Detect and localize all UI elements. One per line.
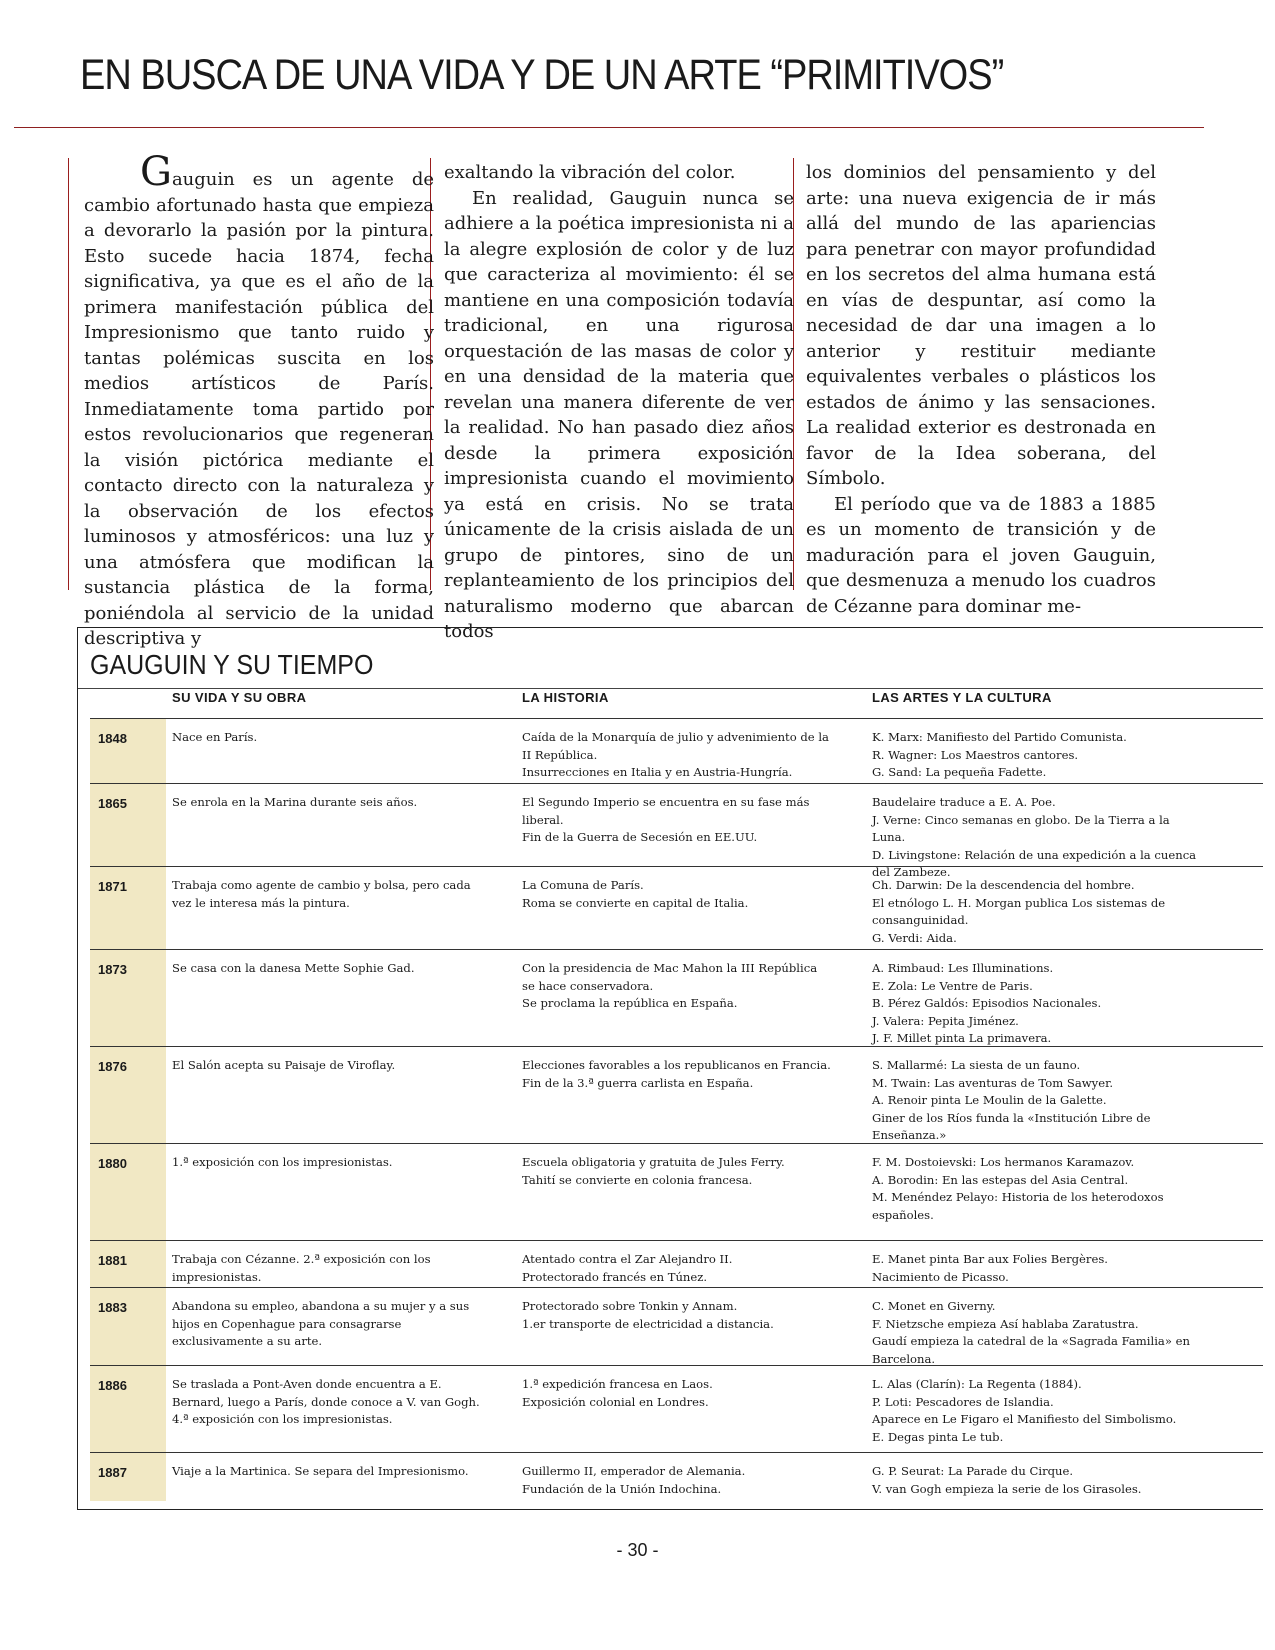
- cell-vida: [172, 877, 492, 912]
- header-artes: LAS ARTES Y LA CULTURA: [872, 690, 1052, 705]
- cell-line: El Salón acepta su Paisaje de Viroflay.: [172, 1058, 396, 1072]
- cell-line: S. Mallarmé: La siesta de un fauno.: [872, 1058, 1081, 1072]
- cell-line: F. M. Dostoievski: Los hermanos Karamazov.: [872, 1155, 1135, 1169]
- cell-line: M. Twain: Las aventuras de Tom Sawyer.: [872, 1075, 1114, 1090]
- cell-line: J. Verne: Cinco semanas en globo. De la Tierra a la Luna.: [872, 812, 1170, 844]
- cell-line: Escuela obligatoria y gratuita de Jules Ferry.: [522, 1155, 785, 1169]
- table-row: [90, 950, 1263, 1047]
- cell-line: Nace en París.: [172, 730, 258, 744]
- article-column-3: [806, 160, 1156, 619]
- row-year: 1883: [98, 1300, 127, 1315]
- cell-line: J. Valera: Pepita Jiménez.: [872, 1013, 1019, 1028]
- column-rule-1: [68, 158, 69, 590]
- cell-artes: [872, 1251, 1202, 1286]
- cell-line: J. F. Millet pinta La primavera.: [872, 1031, 1052, 1045]
- header-vida: SU VIDA Y SU OBRA: [172, 690, 307, 705]
- article-paragraph: exaltando la vibración del color.: [444, 162, 736, 183]
- row-year: 1865: [98, 796, 127, 811]
- cell-historia: [522, 794, 832, 847]
- header-historia: LA HISTORIA: [522, 690, 609, 705]
- cell-line: B. Pérez Galdós: Episodios Nacionales.: [872, 996, 1102, 1010]
- cell-artes: [872, 729, 1202, 782]
- row-year: 1881: [98, 1253, 127, 1268]
- cell-line: Giner de los Ríos funda la «Institución Libre de Enseñanza.»: [872, 1110, 1151, 1142]
- cell-line: Guillermo II, emperador de Alemania.: [522, 1464, 746, 1478]
- chronology-title: GAUGUIN Y SU TIEMPO: [90, 650, 374, 681]
- cell-line: Trabaja con Cézanne. 2.ª exposición con los impresionistas.: [172, 1252, 431, 1284]
- cell-line: Abandona su empleo, abandona a su mujer y a sus hijos en Copenhague para consagrarse exclusivamente a su arte.: [172, 1299, 470, 1348]
- cell-line: G. P. Seurat: La Parade du Cirque.: [872, 1464, 1074, 1478]
- cell-line: P. Loti: Pescadores de Islandia.: [872, 1394, 1054, 1409]
- table-row: [90, 1047, 1263, 1144]
- cell-line: Baudelaire traduce a E. A. Poe.: [872, 795, 1056, 809]
- cell-vida: [172, 1154, 492, 1172]
- cell-artes: [872, 960, 1202, 1048]
- chronology-rows: [90, 719, 1263, 1498]
- cell-line: Viaje a la Martinica. Se separa del Impresionismo.: [172, 1464, 469, 1478]
- row-year: 1876: [98, 1059, 127, 1074]
- cell-vida: [172, 1251, 492, 1286]
- cell-line: Trabaja como agente de cambio y bolsa, pero cada vez le interesa más la pintura.: [172, 878, 471, 910]
- chronology-table: [77, 627, 1263, 1510]
- cell-historia: [522, 1154, 832, 1189]
- cell-line: se hace conservadora.: [522, 978, 654, 993]
- cell-line: C. Monet en Giverny.: [872, 1299, 996, 1313]
- cell-line: Fundación de la Unión Indochina.: [522, 1481, 722, 1496]
- cell-historia: [522, 1251, 832, 1286]
- cell-line: Insurrecciones en Italia y en Austria-Hungría.: [522, 765, 793, 779]
- table-row: [90, 1288, 1263, 1366]
- cell-line: G. Sand: La pequeña Fadette.: [872, 765, 1047, 779]
- row-year: 1848: [98, 731, 127, 746]
- cell-artes: [872, 1057, 1202, 1145]
- cell-line: K. Marx: Manifiesto del Partido Comunista.: [872, 730, 1127, 744]
- cell-vida: [172, 1057, 492, 1075]
- row-year: 1871: [98, 879, 127, 894]
- cell-historia: [522, 1463, 832, 1498]
- cell-line: El Segundo Imperio se encuentra en su fase más: [522, 795, 810, 809]
- cell-line: Fin de la 3.ª guerra carlista en España.: [522, 1075, 754, 1090]
- cell-artes: [872, 1154, 1202, 1224]
- article-paragraph: El período que va de 1883 a 1885 es un momento de transición y de maduración para el joven Gauguin, que desmenuza a menudo los cuadros de Cézanne para dominar me-: [806, 493, 1156, 617]
- cell-vida: [172, 960, 492, 978]
- cell-line: Exposición colonial en Londres.: [522, 1394, 709, 1409]
- cell-line: 1.ª expedición francesa en Laos.: [522, 1377, 713, 1391]
- cell-artes: [872, 877, 1202, 947]
- article-paragraph: los dominios del pensamiento y del arte: una nueva exigencia de ir más allá del mundo de las apariencias para penetrar con mayor profundidad en los secretos del alma humana está en vías de despuntar, así como la necesidad de dar una imagen a lo anterior y restituir mediante equivalentes verbales o plásticos los estados de ánimo y las sensaciones. La realidad exterior es destronada en favor de la Idea soberana, del Símbolo.: [806, 162, 1156, 489]
- cell-line: V. van Gogh empieza la serie de los Girasoles.: [872, 1481, 1142, 1496]
- cell-line: 4.ª exposición con los impresionistas.: [172, 1412, 393, 1426]
- cell-line: II República.: [522, 747, 598, 762]
- cell-line: Con la presidencia de Mac Mahon la III República: [522, 961, 818, 975]
- cell-line: El etnólogo L. H. Morgan publica Los sistemas de consanguinidad.: [872, 895, 1166, 927]
- article-column-1: [84, 149, 434, 652]
- cell-line: Gaudí empieza la catedral de la «Sagrada Familia» en Barcelona.: [872, 1334, 1190, 1366]
- cell-vida: [172, 1298, 492, 1351]
- cell-line: Protectorado francés en Túnez.: [522, 1269, 708, 1284]
- cell-line: Elecciones favorables a los republicanos en Francia.: [522, 1058, 831, 1072]
- cell-line: Ch. Darwin: De la descendencia del hombre.: [872, 878, 1135, 892]
- cell-historia: [522, 1376, 832, 1411]
- table-row: [90, 1453, 1263, 1498]
- article-paragraph: En realidad, Gauguin nunca se adhiere a la poética impresionista ni a la alegre explosión de color y de luz que caracteriza al movimiento: él se mantiene en una composición todavía tradicional, en una rigurosa orquestación de las masas de color y en una densidad de la materia que revelan una manera diferente de ver la realidad. No han pasado diez años desde la primera exposición impresionista cuando el movimiento ya está en crisis. No se trata únicamente de la crisis aislada de un grupo de pintores, sino de un replanteamiento de los principios del naturalismo moderno que abarcan todos: [444, 187, 794, 642]
- cell-line: 1.er transporte de electricidad a distancia.: [522, 1316, 774, 1331]
- cell-vida: [172, 729, 492, 747]
- cell-line: Fin de la Guerra de Secesión en EE.UU.: [522, 830, 758, 844]
- table-row: [90, 867, 1263, 950]
- cell-historia: [522, 1298, 832, 1333]
- cell-line: A. Rimbaud: Les Illuminations.: [872, 961, 1054, 975]
- table-row: [90, 719, 1263, 784]
- cell-line: A. Borodin: En las estepas del Asia Central.: [872, 1172, 1129, 1187]
- article-column-2: [444, 160, 794, 645]
- cell-line: F. Nietzsche empieza Así hablaba Zaratustra.: [872, 1316, 1139, 1331]
- page-number: - 30 -: [616, 1540, 659, 1560]
- cell-line: G. Verdi: Aida.: [872, 930, 957, 945]
- article-paragraph: Gauguin es un agente de cambio afortunado hasta que empieza a devorarlo la pasión por la pintura. Esto sucede hacia 1874, fecha significativa, ya que es el año de la primera manifestación pública del Impresionismo que tanto ruido y tantas polémicas suscita en los medios artísticos de París. Inmediatamente toma partido por estos revolucionarios que regeneran la visión pictórica mediante el contacto directo con la naturaleza y la observación de los efectos luminosos y atmosféricos: una luz y una atmósfera que modifican la sustancia plástica de la forma, poniéndola al servicio de la unidad descriptiva y: [84, 149, 434, 649]
- cell-line: Roma se convierte en capital de Italia.: [522, 895, 749, 910]
- row-year: 1887: [98, 1465, 127, 1480]
- cell-line: E. Zola: Le Ventre de Paris.: [872, 978, 1033, 993]
- cell-line: Se casa con la danesa Mette Sophie Gad.: [172, 961, 415, 975]
- row-year: 1880: [98, 1156, 127, 1171]
- cell-historia: [522, 877, 832, 912]
- cell-line: liberal.: [522, 812, 564, 827]
- cell-line: M. Menéndez Pelayo: Historia de los heterodoxos españoles.: [872, 1190, 1164, 1222]
- cell-line: Aparece en Le Figaro el Manifiesto del Simbolismo.: [872, 1412, 1177, 1426]
- table-row: [90, 1144, 1263, 1241]
- cell-line: E. Degas pinta Le tub.: [872, 1429, 1004, 1444]
- page-title: EN BUSCA DE UNA VIDA Y DE UN ARTE “PRIMITIVOS”: [80, 52, 1004, 100]
- cell-line: La Comuna de París.: [522, 878, 644, 892]
- cell-line: D. Livingstone: Relación de una expedición a la cuenca del Zambeze.: [872, 847, 1197, 879]
- cell-artes: [872, 1376, 1202, 1446]
- cell-historia: [522, 729, 832, 782]
- table-row: [90, 1241, 1263, 1288]
- cell-line: A. Renoir pinta Le Moulin de la Galette.: [872, 1093, 1107, 1107]
- cell-line: Atentado contra el Zar Alejandro II.: [522, 1252, 733, 1266]
- cell-line: Se traslada a Pont-Aven donde encuentra a E. Bernard, luego a París, donde conoce a V. van Gogh.: [172, 1377, 480, 1409]
- cell-line: Protectorado sobre Tonkin y Annam.: [522, 1299, 738, 1313]
- cell-historia: [522, 1057, 832, 1092]
- cell-line: Caída de la Monarquía de julio y advenimiento de la: [522, 730, 829, 744]
- table-row: [90, 1366, 1263, 1453]
- cell-line: 1.ª exposición con los impresionistas.: [172, 1155, 393, 1169]
- cell-historia: [522, 960, 832, 1013]
- title-rule: [14, 127, 1204, 128]
- cell-line: Tahití se convierte en colonia francesa.: [522, 1172, 753, 1187]
- row-year: 1873: [98, 962, 127, 977]
- cell-line: L. Alas (Clarín): La Regenta (1884).: [872, 1377, 1082, 1391]
- cell-vida: [172, 1376, 492, 1429]
- cell-line: Se enrola en la Marina durante seis años.: [172, 795, 418, 809]
- cell-line: Nacimiento de Picasso.: [872, 1269, 1009, 1284]
- cell-line: Se proclama la república en España.: [522, 996, 738, 1010]
- row-year: 1886: [98, 1378, 127, 1393]
- cell-vida: [172, 1463, 492, 1481]
- cell-vida: [172, 794, 492, 812]
- cell-line: E. Manet pinta Bar aux Folies Bergères.: [872, 1252, 1108, 1266]
- cell-artes: [872, 1463, 1202, 1498]
- table-row: [90, 784, 1263, 879]
- cell-line: R. Wagner: Los Maestros cantores.: [872, 747, 1079, 762]
- cell-artes: [872, 1298, 1202, 1368]
- chronology-title-rule: [78, 688, 1263, 689]
